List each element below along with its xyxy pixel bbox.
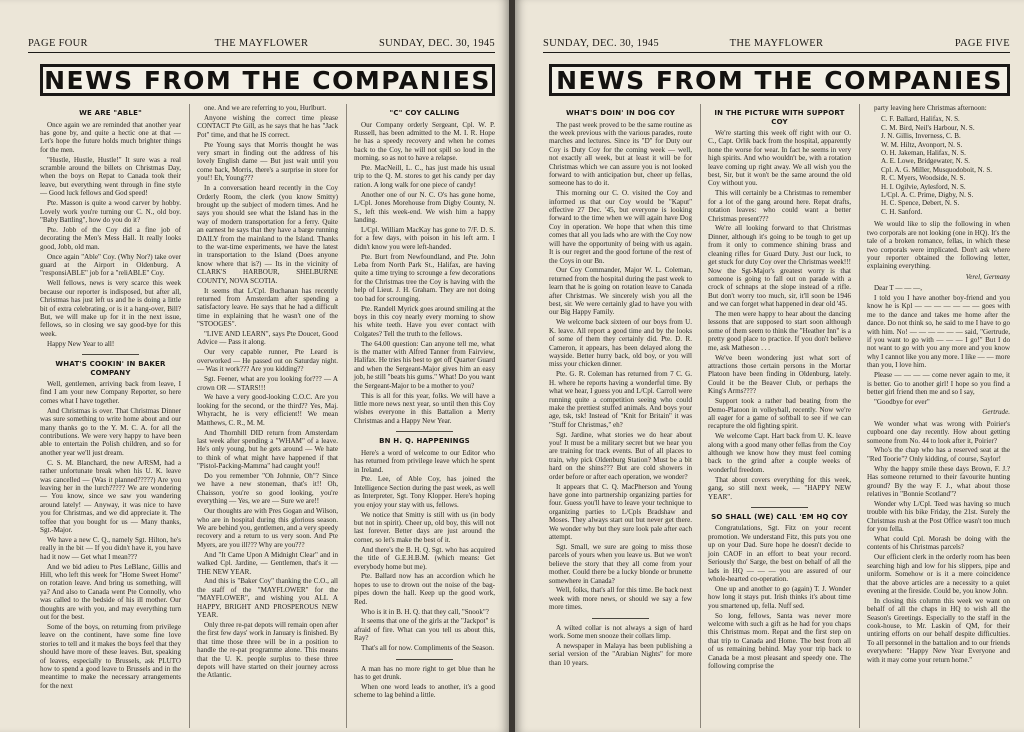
paragraph: It appears that C. Q. MacPherson and Young have gone into partnership organizing parties for four. Guess you'll have to leave your technique to organizing parties to L/Cpls Bradshaw and Moses. They always start out but never get there. We wonder why but they sure look pale after each attempt.: [549, 482, 692, 541]
paragraph: Our thoughts are with Pres Gogan and Wilson, who are in hospital during this glorious season. We are behind you, gentlemen, and a very speedy recovery and a return to us very soon. And Pte Myers, are you ill??? Why are you???: [197, 507, 338, 549]
column-baker-cont: [189, 104, 338, 728]
article-heading: "C" COY CALLING: [389, 109, 460, 117]
list-item: R. C. Myers, Woodside, N. S.: [881, 174, 966, 183]
paragraph: We welcome back sixteen of our boys from U. K. leave. All report a good time and by the looks of some of them they certainly did. Pte. D. R. Cameron, it appears, has been delayed along the wayside. Better hurry back, old boy, or you will miss your chicken dinner.: [549, 318, 692, 369]
article-heading: IN THE PICTURE WITH SUPPORT COY: [714, 109, 845, 126]
paragraph: A wilted collar is not always a sign of hard work. Some men snooze their collars limp.: [549, 623, 692, 641]
paragraph: And Thornhill DID return from Amsterdam last week after spending a "WHAM" of a leave. He's only young, but he gets around — We hate to think of what might have happened if that "Pistol-Packing-Mamma" had caught you!!: [197, 428, 338, 471]
paragraph: Well, folks, that's all for this time. Be back next week with more news, or should we say a few more times.: [549, 586, 692, 612]
paragraph: We've been wondering just what sort of attractions those certain persons in the Mortar Platoon have been finding in Oldenburg, lately. Could it be the Beaver Club, or perhaps the King's Arms????: [708, 353, 851, 396]
paragraph: Our Coy Commander, Major W. L. Coleman, returned from the hospital during the past week to learn that he is going on rotation leave to Canada after Christmas. We sincerely wish you all the best, sir. We were certainly glad to have you with our Big Happy Family.: [549, 266, 692, 317]
paragraph: Well, gentlemen, arriving back from leave, I find I am your new Company Reporter, so here comes what I have together.: [40, 380, 181, 405]
paragraph: Our very capable runner, Pte Leard is overworked — He passed out on Saturday night. — Was it work??? Are you kidding??: [197, 348, 338, 374]
paragraph: We have a new C. Q., namely Sgt. Hilton, he's really in the bit — If you didn't have it, you have had it now — Get what I mean???: [40, 535, 181, 561]
column-dog-coy: [549, 104, 692, 728]
paragraph: We notice that Smitty is still with us (in body but not in spirit). Cheer up, old boy, this will not last forever. Better days are just around the corner, so let's make the best of it.: [354, 510, 495, 544]
paragraph: The men were happy to hear about the dancing lessons that are supposed to start soon although some of them seem to think the "Heather Inn" is a pretty good place to practice. If you don't believe me, ask Matheson . . .: [708, 310, 851, 352]
paragraph: Pte. Masson is quite a wood carver by hobby. Lovely work you're turning our C. N., old boy. "Baby Battling", how do you do it?: [40, 199, 181, 224]
section-title: NEWS FROM THE COMPANIES: [556, 65, 1003, 95]
paragraph: The past week proved to be the same routine as the week previous with the various parades, route marches and lectures. Since its "D" for Duty our Coy is Duty Coy for the coming week — well, not exactly all week, but at least it will be for Christmas which we can assure you is not looked forward to with anticipation but, cheer up fellas, someone has to do it.: [549, 120, 692, 188]
paragraph: This morning our C. O. visited the Coy and informed us that our Coy would be "Kaput" effective 27 Dec. '45, but everyone is looking forward to the time when we will again have Dog Coy in operation. We hope that when this time comes that all you lads who are with the Coy now will have the opportunity of being with us again. It is our regret and the good fortune of the rest of the Coys in our Bn.: [549, 189, 692, 265]
paragraph: Why the happy smile these days Brown, F. J.? Has someone returned to their favourite hunting ground? By the way F. J., what about those relatives in "Bonnie Scotland"?: [867, 464, 1010, 498]
paragraph: Only three re-pat depots will remain open after the first few days' work in January is finished. By that time those three will be in a position to handle the re-pat programme alone. This means that the U. K. people surplus to these three depots will have started on their journey across the Atlantic.: [197, 620, 338, 680]
paragraph: one. And we are referring to you, Hurlburt.: [204, 104, 327, 112]
paragraph: A man has no more right to get blue than he has to get drunk.: [354, 664, 495, 681]
column-c-coy-bnhq: [346, 104, 495, 728]
paragraph: We're all looking forward to that Christmas Dinner, although it's going to be tough to get up from it only to commence shining brass and cleaning rifles for Guard Duty. Just our luck, to get stuck for duty Coy over the Christmas week!!! Now the Sgt-Major's greatest worry is that someone is going to fall out on parade with a crock of schnaps at the slope instead of a rifle. But don't worry too much, sir, it'll soon be 1946 and we can forget what happened in dear old '45.: [708, 224, 851, 309]
running-head-left: [28, 38, 495, 53]
paragraph: "Hustle, Hustle, Hustle!" It sure was a real scramble around the billets on Christmas Day, when the boys on Repat to Canada took their leave, but everything went through in fine style — Good luck fellows and God speed!: [40, 155, 181, 198]
article-body: [867, 420, 1010, 664]
paragraph: It seems that one of the girls at the "Jackpot" is afraid of fire. What can you tell us about this, Ray?: [354, 617, 495, 643]
paragraph: L/Cpl. William MacKay has gone to 7/F. D. S. for a few days, with poison in his left arm. I didn't know you were left-handed.: [354, 225, 495, 251]
paragraph: We wonder what was wrong with Poirier's cupboard one day recently. How about getting someone from No. 44 to look after it, Poirier?: [867, 419, 1010, 445]
divider: [751, 507, 808, 508]
list-item: A. E. Lowe, Bridgewater, N. S.: [881, 157, 970, 166]
paragraph: We welcome Capt. Hart back from U. K. leave along with a good many other fellas from the Coy although we know how they must feel coming back to the grind after a couple weeks of wonderful freedom.: [708, 432, 851, 474]
divider: [82, 354, 138, 355]
section-banner-right: [549, 64, 1010, 96]
paragraph: I told you I have another boy-friend and you know he is Kpl — — — — — — — goes with me to the dance and takes me home after the dance. Do not think so, he said to me I have to go with him. No! — — — — — — said, "Gertrude, if you want to go with — — — I go!" But I do not want to go with you any more and you know why I cannot like you any more. I like — — more than you, I love him.: [867, 294, 1010, 370]
paragraph: When one word leads to another, it's a good scheme to lag behind a little.: [354, 682, 495, 700]
paragraph: Do you remember "Oh Johnnie, Oh"? Since we have a new stoneman, that's it!! Oh, Chaisson, you're so good looking, you're everything — Yes, we are — Sure we are!!: [197, 472, 338, 506]
page-number: PAGE FIVE: [954, 38, 1010, 49]
paragraph: In a conversation heard recently in the Coy Orderly Room, the clerk (you know Smitty) brought up the subject of modern times. And he says you should see what the Island has in the way of modern transportation for a ferry. Quite an earnest he says that they have a barge running DAILY from the mainland to the Island. Thanks to the war-time experiments, we have the latest in transportation to the Island (Does anyone know where that is?) — Its in the vicinity of CLARK'S HARBOUR, SHELBURNE COUNTY, NOVA SCOTIA.: [197, 184, 338, 285]
paragraph: Happy New Year to all!: [47, 339, 115, 348]
paragraph: Our efficient clerk in the orderly room has been searching high and low for his slippers, pipe and uniform. Somehow or is it a mere coincidence that the above articles are a necessity to a quiet evening at the fireside. Could be, you know John.: [867, 553, 1010, 595]
paragraph: Pte. Ballard now has an accordion which he hopes to use to drown out the noise of the bag-pipes down the hall. Keep up the good work, Red.: [354, 572, 495, 606]
page-four: [0, 0, 509, 732]
paragraph: Pte. G. R. Coleman has returned from 7 C. G. H. where he reports having a wonderful time. By what we hear, I guess you and L/Cpl. Carroll were running quite a competition seeing who could make the prettiest stuffed animals. And boys your age, tsk, tsk! Instead of "Knit for Britain" it was "Stuff for Christmas," eh?: [549, 370, 692, 429]
repat-name-list: [881, 115, 1010, 216]
paragraph: And there's the B. H. Q. Sgt. who has acquired the title of G.E.H.B.M. (which means: Get everybody home but me).: [354, 545, 495, 571]
filler-items: [354, 665, 495, 700]
paragraph: That's all for now. Compliments of the Season.: [361, 644, 495, 653]
paragraph: "Goodbye for ever": [874, 397, 930, 406]
divider: [396, 431, 452, 432]
paragraph: And Christmas is over. That Christmas Dinner was sure something to write home about and our many thanks go to the Y. M. C. A. for all the contributions. We were very happy to have been able to entertain the Polish children, and so for another year we'll just dream.: [40, 406, 181, 457]
paper-name: THE MAYFLOWER: [214, 38, 309, 49]
paragraph: And this is "Baker Coy" thanking the C.O., all the staff of the "MAYFLOWER" for the "MAYFLOWER", and wishing you ALL A HAPPY, BRIGHT AND PROSPEROUS NEW YEAR.: [197, 577, 338, 620]
paragraph: Support took a rather bad beating from the Demo-Platoon in volleyball, recently. Now we're all eager for a game of softball to see if we can recapture the old fighting spirit.: [708, 397, 851, 431]
paragraph: In closing this column this week we want on behalf of all the chaps in HQ to wish all the Season's Greetings. Especially to the staff in the cook-house, to Mr. Laskin of QM, for their untiring efforts on our behalf despite difficulties. To all personnel in the battalion and to our friends everywhere: "Happy New Year Everyone and with it may come your return home.": [867, 596, 1010, 664]
filler-items: [549, 624, 692, 668]
article-body: [708, 524, 851, 670]
paragraph: And we bid adieu to Ptes LeBlanc, Gillis and Hill, who left this week for "Home Sweet Home" on rotation leave. And bring us something, will ya? And also to Canada went Pte Connolly, who was called to the bedside of his ill mother. Our thoughts are with you, and may everything turn out for the best.: [40, 562, 181, 622]
paragraph: Who's the chap who has a reserved seat at the "Red Toorie"? Only kidding, of course, Saylor!: [867, 446, 1010, 463]
article-body: [354, 121, 495, 426]
column-support-hq: [700, 104, 851, 728]
article-heading: WE ARE "ABLE": [79, 109, 142, 117]
article-body: [354, 449, 495, 653]
paragraph: Pte. Burt from Newfoundland, and Pte. John Leba from North Park St., Halifax, are having quite a time trying to scrounge a few decorations for the Christmas tree the Coy is having with the help of Lieut. J. H. Graham. They are not doing too bad for scrounging.: [354, 252, 495, 303]
letter-place: Verel, Germany: [965, 272, 1010, 281]
list-item: W. M. Hiltz, Avonport, N. S.: [881, 140, 963, 149]
paragraph: We have a very good-looking C.O.C. Are you looking for the second, or the third?? Yes, Maj. Whyracht, he is very efficient!! We mean Matthews, C. R., M. M.: [197, 393, 338, 427]
paragraph: One up and another to go (again) T. J. Wonder how long it stays put. Irish thinks it's about time you smartened up, fella. Nuff sed.: [708, 584, 851, 610]
paragraph: Pte. MacNeill, L. C., has just made his usual trip to the Q. M. stores to get his candy per day ration. A long walk for one piece of candy!: [354, 164, 495, 189]
list-item: C. F. Ballard, Halifax, N. S.: [881, 115, 960, 124]
article-body: [549, 121, 692, 612]
paragraph: Another one of our N. C. O's has gone home, L/Cpl. Jones Morehouse from Digby County, N. S., left this week-end. We wish him a happy landing.: [354, 190, 495, 224]
list-item: L/Cpl. A. C. Prime, Digby, N. S.: [881, 191, 974, 200]
paragraph: Congratulations, Sgt. Fitz on your recent promotion. We understand Fitz, this puts you one up on your Dad. Sure hope he doesn't decide to join CAOF in an effort to beat your record. Seriously tho' Sarge, the best on behalf of all the lads in HQ — — — you are assured of our whole-hearted co-operation.: [708, 524, 851, 583]
paragraph: Who is it in B. H. Q. that they call, "Snook"?: [361, 607, 489, 616]
paragraph: Here's a word of welcome to our Editor who has returned from privilege leave which he spent in Ireland.: [354, 448, 495, 474]
divider: [396, 659, 452, 660]
paragraph: We would like to slip the following in when two corporals are not looking (one in HQ). It's the tale of a broken romance, fellas, in which these two corporals were implicated. Don't ask where your reporter obtained the following letter, explaining everything.: [867, 220, 1010, 271]
paragraph: C. S. M. Blanchard, the new A/RSM, had a rather unfortunate break when his U. K. leave was cancelled — (Was it planned?????) Are you leaving her in the lurch????? We are wondering — You know, since we saw you wandering around lately! — Anyway, it was nice to have you for Christmas, and we did appreciate it. The toffee that you bought for us — Many thanks, Sgt.-Major.: [40, 458, 181, 534]
list-item: H. I. Ogilvie, Aylesford, N. S.: [881, 182, 966, 191]
article-heading: WHAT'S DOIN' IN DOG COY: [565, 109, 675, 117]
section-title: NEWS FROM THE COMPANIES: [44, 65, 491, 95]
paragraph: This will certainly be a Christmas to remember for a lot of the gang around here. Repat drafts, rotation leaves: who could want a better Christmas present???: [708, 189, 851, 223]
paragraph: Dear T — — —,: [874, 284, 923, 293]
page-number: PAGE FOUR: [28, 38, 88, 49]
paragraph: And "It Came Upon A Midnight Clear" and in walked Cpl. Jardine, — Gentlemen, that's it — THE NEW YEAR.: [197, 550, 338, 576]
article-heading: WHAT'S COOKIN' IN BAKER COMPANY: [55, 360, 166, 377]
paragraph: Pte Young says that Morris thought he was very smart in finding out the address of his lovely English dame — But just wait until you come back, Morris, there's a surprise in store for you!! Eh, Young???: [197, 140, 338, 183]
issue-date: SUNDAY, DEC. 30, 1945: [379, 38, 495, 49]
article-body: [867, 104, 1010, 112]
paragraph: Sgt. Feener, what are you looking for??? — A crown OR — STARS!!!: [197, 375, 338, 392]
paper-name: THE MAYFLOWER: [729, 38, 824, 49]
list-item: C. H. Sanford.: [881, 207, 923, 216]
paragraph: This is all for this year, folks. We will have a little more news next year, so until then this Coy wishes everyone in this Battalion a Merry Christmas and a Happy New Year.: [354, 391, 495, 425]
article-heading: BN H. Q. HAPPENINGS: [379, 437, 470, 446]
paragraph: Our Company orderly Sergeant, Cpl. W. P. Russell, has been admitted to the M. I. R. Hope he has a speedy recovery and when he comes back to the Coy, he will not spill so loud in the morning, so as not to have a relapse.: [354, 120, 495, 163]
letter-signature: Gertrude.: [982, 408, 1010, 417]
article-body: [867, 220, 1010, 270]
running-head-right: [543, 38, 1010, 53]
paragraph: party leaving here Christmas afternoon:: [874, 104, 987, 112]
article-body: [197, 104, 338, 680]
paragraph: It seems that L/Cpl. Buchanan has recently returned from Amsterdam after spending a satisfactory leave. He says that he had a difficult time in explaining that he wasn't one of the "STOOGES".: [197, 286, 338, 329]
paragraph: The 64.00 question: Can anyone tell me, what is the matter with Alfred Tanner from Fairview, Halifax. He tries his best to get off Quarter Guard and when the Sergeant-Major gives him an easy job, he still "beats his gums." What! Do you want the Sergeant-Major to be a mother to you?: [354, 339, 495, 390]
article-body: [40, 380, 181, 690]
paragraph: So long, fellows, Santa was never more welcome with such a gift as he had for you chaps this Christmas morn. Repat and the first step on that trip to Canada and Home. The best from all of us remaining behind. May your trip back to Canada be a most pleasant and speedy one. The following comprise the: [708, 611, 851, 670]
paragraph: Pte. Lee, of Able Coy, has joined the Intelligence Section during the past week, as well as Interpreter, Sgt. Tony Klopper. Here's hoping you enjoy your stay with us, fellows.: [354, 475, 495, 509]
paragraph: What could Cpl. Morash be doing with the contents of his Christmas parcels?: [867, 535, 1010, 552]
page-five: [515, 0, 1024, 732]
list-item: J. N. Gillis, Inverness, C. B.: [881, 132, 961, 141]
paragraph: "LIVE AND LEARN", says Pte Doucet, Good Advice — Pass it along.: [197, 330, 338, 347]
column-able-baker: [40, 104, 181, 728]
columns-right: [549, 104, 1010, 728]
paragraph: A newspaper in Malaya has been publishing a serial version of the "Arabian Nights" for more than 10 years.: [549, 641, 692, 667]
article-body: [40, 121, 181, 349]
paragraph: That about covers everything for this week, gang, so still next week, — "HAPPY NEW YEAR".: [708, 475, 851, 501]
list-item: Cpl. A. G. Miller, Musquodoboit, N. S.: [881, 165, 993, 174]
paragraph: Pte. Randell Myrick goes around smiling at the boys in this coy nearly every morning to show his white teeth. Have you ever contact with Colgates? Tell the truth to the fellows.: [354, 304, 495, 338]
column-hq-cont: [859, 104, 1010, 728]
section-banner-left: [40, 64, 495, 96]
paragraph: Anyone wishing the correct time please CONTACT Pte Gill, as he says that he has "Jack Pot" time, and that he IS correct.: [197, 113, 338, 139]
columns-left: [40, 104, 495, 728]
paragraph: Sgt. Jardine, what stories we do hear about you! It must be a military secret but we hear you are training for track events. But of all places to train, why pick Oldenburg Station? Must be a bit hard on the shins??? But are cold showers in order before or after each operation, we wonder?: [549, 430, 692, 481]
paragraph: Sgt. Small, we sure are going to miss those parcels of yours when you leave us. But we won't believe the story that they all come from your mother. Could there be a lucky blonde or brunette somewhere in Canada?: [549, 542, 692, 585]
paragraph: Once again "Able" Coy. (Why Nor?) take over guard at the Airport in Oldenburg. A "responsiABLE" job for a "reliABLE" Coy.: [40, 252, 181, 278]
paragraph: Wonder why L/Cpl. Teed was having so much trouble with his bike Friday, the 21st. Surely the Christmas rush at the Post Office wasn't too much for you fella.: [867, 499, 1010, 534]
paragraph: Once again we are reminded that another year has gone by, and quite a hectic one at that — Let's hope the future holds much brighter things for the men.: [40, 120, 181, 154]
list-item: H. C. Spence, Debert, N. S.: [881, 199, 960, 208]
paragraph: Please — — — — come never again to me, it is better. Go to another girl! I hope so you find a better girl friend then me and so I say,: [867, 371, 1010, 396]
paragraph: Some of the boys, on returning from privilege leave on the continent, have some fine love stories to tell and it makes the boys feel that they should have more of these leaves. But, speaking of leaves, especially to Brussels, ask PLUTO how to spend a good leave to Brussels and in the meantime to make the necessary arrangements for the next: [40, 622, 181, 690]
issue-date: SUNDAY, DEC. 30, 1945: [543, 38, 659, 49]
article-heading: SO SHALL (WE) CALL 'EM HQ COY: [711, 512, 848, 521]
list-item: O. H. Jakeman, Halifax, N. S.: [881, 149, 966, 158]
list-item: C. M. Bird, Neil's Harbour, N. S.: [881, 123, 975, 132]
letter-body: [867, 284, 1010, 406]
article-body: [708, 129, 851, 501]
divider: [592, 618, 649, 619]
paragraph: We're starting this week off right with our O. C., Capt. Orlik back from the hospital, apparently none the worse for wear. In fact he seems in very high spirits. And who wouldn't be, with a rotation leave coming up right away. We all wish you the best, Sir, but it won't be the same around the old Coy without you.: [708, 129, 851, 188]
paragraph: Pte. Jobb of the Coy did a fine job of decorating the Men's Mess Hall. It really looks good, Jobb, old man.: [40, 225, 181, 251]
paragraph: Well fellows, news is very scarce this week because our reporter is indisposed, but after all, Christmas has just left us and he is doing a little bit of extra celebrating, or is it a hang-over, Bill? But, we will make up for it in the next issue, fellows, so in closing we say good-bye for this week.: [40, 279, 181, 338]
